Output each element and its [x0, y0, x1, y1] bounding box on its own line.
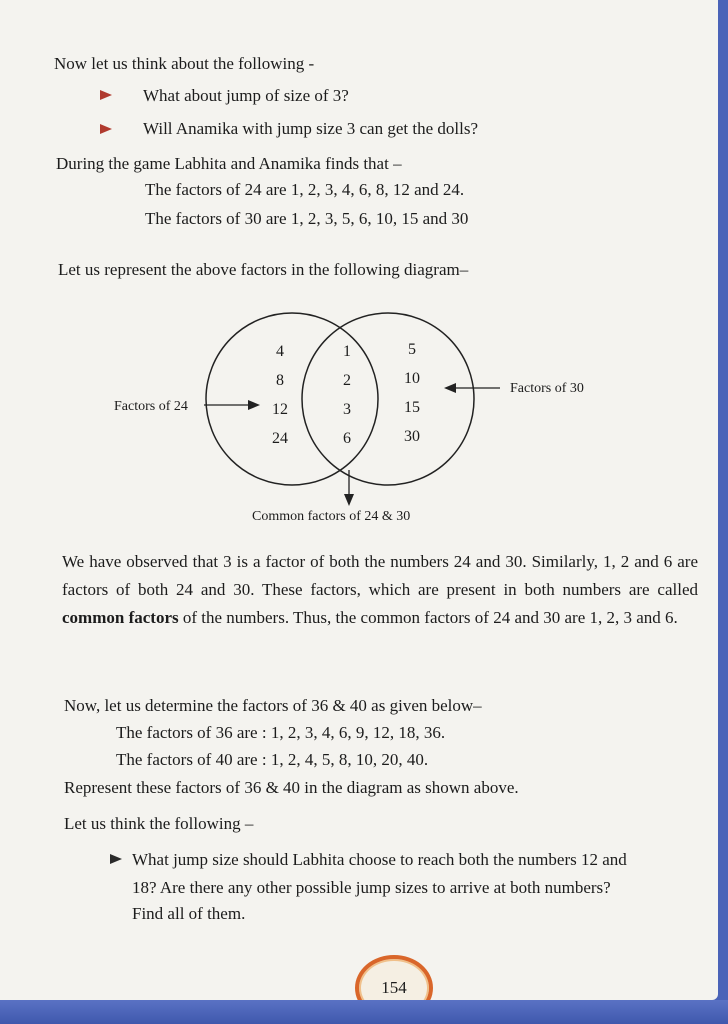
- paragraph-text: We have observed that 3 is a factor of both the numbers 24 and 30. Similarly, 1, 2 and 6 are factors of both 24 and 30. These factors, which are present in both numbers are called: [62, 552, 698, 599]
- common-factor: 3: [343, 401, 351, 418]
- left-factor: 12: [272, 401, 288, 418]
- common-factor: 6: [343, 430, 351, 447]
- left-factor: 24: [272, 430, 288, 447]
- right-factor: 10: [404, 370, 420, 387]
- left-factor: 8: [276, 372, 284, 389]
- question-2: Will Anamika with jump size 3 can get the dolls?: [143, 119, 478, 138]
- page-number: 154: [355, 955, 433, 1021]
- label-factors-30: Factors of 30: [510, 381, 584, 396]
- final-question-line-1: What jump size should Labhita choose to reach both the numbers 12 and: [132, 850, 627, 869]
- common-factors-term: common factors: [62, 608, 179, 627]
- represent-36-40-line: Represent these factors of 36 & 40 in the diagram as shown above.: [64, 778, 519, 797]
- represent-line: Let us represent the above factors in the following diagram–: [58, 260, 469, 279]
- factors-40-line: The factors of 40 are : 1, 2, 4, 5, 8, 10, 20, 40.: [116, 750, 429, 769]
- left-factor: 4: [276, 343, 284, 360]
- factors-36-line: The factors of 36 are : 1, 2, 3, 4, 6, 9, 12, 18, 36.: [116, 723, 446, 742]
- circle-24: [206, 313, 378, 485]
- now-line: Now, let us determine the factors of 36 & 40 as given below–: [64, 696, 482, 715]
- paragraph-text: of the numbers. Thus, the common factors of 24 and 30 are 1, 2, 3 and 6.: [178, 608, 678, 627]
- book-edge: [0, 1000, 728, 1024]
- label-factors-24: Factors of 24: [114, 399, 188, 414]
- during-line: During the game Labhita and Anamika finds that –: [56, 154, 402, 173]
- right-factor: 5: [408, 341, 416, 358]
- label-common-factors: Common factors of 24 & 30: [252, 509, 411, 524]
- arrow-bullet-icon: [110, 854, 122, 864]
- factors-24-line: The factors of 24 are 1, 2, 3, 4, 6, 8, 12 and 24.: [145, 180, 465, 199]
- right-factor: 30: [404, 428, 420, 445]
- question-1: What about jump of size of 3?: [143, 86, 349, 105]
- arrow-bullet-icon: [100, 124, 112, 134]
- right-factor: 15: [404, 399, 420, 416]
- think-line: Let us think the following –: [64, 814, 254, 833]
- factors-30-line: The factors of 30 are 1, 2, 3, 5, 6, 10, 15 and 30: [145, 209, 469, 228]
- final-question-line-2: 18? Are there any other possible jump sizes to arrive at both numbers?: [132, 878, 611, 897]
- arrow-bullet-icon: [100, 90, 112, 100]
- intro-line: Now let us think about the following -: [54, 54, 315, 73]
- common-factors-paragraph: [62, 548, 698, 632]
- final-question-line-3: Find all of them.: [132, 904, 246, 923]
- common-factor: 2: [343, 372, 351, 389]
- venn-diagram: [100, 300, 620, 532]
- circle-30: [302, 313, 474, 485]
- arrow-left-icon: [444, 383, 456, 393]
- arrow-down-icon: [344, 494, 354, 506]
- common-factor: 1: [343, 343, 351, 360]
- arrow-right-icon: [248, 400, 260, 410]
